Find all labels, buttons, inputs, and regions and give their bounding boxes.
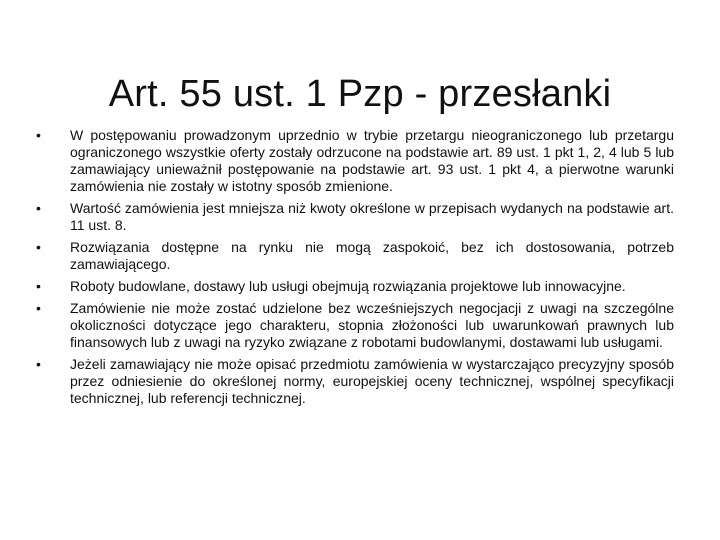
list-item xyxy=(36,356,674,407)
bullet-icon: • xyxy=(36,356,41,372)
bullet-text: Rozwiązania dostępne na rynku nie mogą zaspokoić, bez ich dostosowania, potrzeb zamawiającego. xyxy=(70,239,674,272)
list-item xyxy=(36,300,674,351)
bullet-text: Jeżeli zamawiający nie może opisać przedmiotu zamówienia w wystarczająco precyzyjny sposób przez odniesienie do określonej normy, europejskiej oceny technicznej, wspólnej specyfikacji technicznej, lub referencji technicznej. xyxy=(70,356,674,406)
list-item xyxy=(36,200,674,234)
list-item xyxy=(36,127,674,195)
bullet-text: Roboty budowlane, dostawy lub usługi obejmują rozwiązania projektowe lub innowacyjne. xyxy=(70,278,626,294)
bullet-icon: • xyxy=(36,127,41,143)
bullet-icon: • xyxy=(36,200,41,216)
bullet-text: W postępowaniu prowadzonym uprzednio w trybie przetargu nieograniczonego lub przetargu ograniczonego wszystkie oferty zostały odrzucone na podstawie art. 89 ust. 1 pkt 1, 2, 4 lub 5 lub zamawiający unieważnił postępowanie na podstawie art. 93 ust. 1 pkt 4, a pierwotne warunki zamówienia nie zostały w istotny sposób zmienione. xyxy=(70,127,674,194)
list-item xyxy=(36,239,674,273)
bullet-text: Zamówienie nie może zostać udzielone bez wcześniejszych negocjacji z uwagi na szczególne okoliczności dotyczące jego charakteru, stopnia złożoności lub uwarunkowań prawnych lub finansowych lub z uwagi na ryzyko związane z robotami budowlanymi, dostawami lub usługami. xyxy=(70,300,674,350)
bullet-icon: • xyxy=(36,239,41,255)
bullet-icon: • xyxy=(36,278,41,294)
bullet-list xyxy=(36,127,674,412)
list-item xyxy=(36,278,674,295)
bullet-text: Wartość zamówienia jest mniejsza niż kwoty określone w przepisach wydanych na podstawie art. 11 ust. 8. xyxy=(70,200,674,233)
page-title: Art. 55 ust. 1 Pzp - przesłanki xyxy=(108,73,612,116)
bullet-icon: • xyxy=(36,300,41,316)
